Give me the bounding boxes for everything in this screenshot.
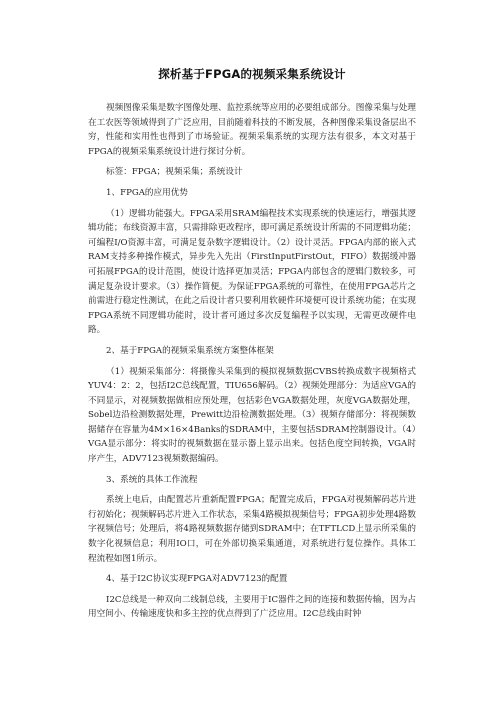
section-heading-4: 4、基于I2C协议实现FPGA对ADV7123的配置 <box>106 574 288 585</box>
section-body-2: （1）视频采集部分：将摄像头采集到的模拟视频数据CVBS转换成数字视频格式YUV4：2：2，包括I2C总线配置，TIU656解码。（2）视频处理部分：为适应VGA的不同显示，对视频数据做相应预处理，包括彩色VGA数据处理，灰度VGA数据处理，Sobel边沿检测数据处理，Prewitt边沿检测数据处理。（3）视频存储部分：将视频数据储存在容量为4M×16×4Banks的SDRAM中，主要包括SDRAM控制器设计。（4）VGA显示部分：将实时的视频数据在显示器上显示出来。包括色度空间转换，VGA时序产生，ADV7123视频数据编码。 <box>88 366 416 465</box>
section-heading-2: 2、基于FPGA的视频采集系统方案整体框架 <box>106 345 274 356</box>
section-heading-3: 3、系统的具体工作流程 <box>106 474 198 485</box>
section-heading-1: 1、FPGA的应用优势 <box>106 187 188 198</box>
section-body-3: 系统上电后，由配置芯片重新配置FPGA；配置完成后，FPGA对视频解码芯片进行初始化；视频解码芯片进入工作状态，采集4路模拟视频信号；FPGA初步处理4路数字视频信号；处理后，将4路视频数据存储到SDRAM中；在TFTLCD上显示所采集的数字化视频信息；利用IO口，可在外部切换采集通道，对系统进行复位操作。具体工程流程如图1所示。 <box>88 495 416 564</box>
keywords-line: 标签：FPGA；视频采集；系统设计 <box>106 167 243 178</box>
page-title: 探析基于FPGA的视频采集系统设计 <box>158 67 346 81</box>
abstract-paragraph: 视频图像采集是数字图像处理、监控系统等应用的必要组成部分。图像采集与处理在工农医等领域得到了广泛应用，目前随着科技的不断发展，各种图像采集设备层出不穷，性能和实用性也得到了市场验证。视频采集系统的实现方法有很多，本文对基于FPGA的视频采集系统设计进行探讨分析。 <box>88 103 416 157</box>
section-body-4: I2C总线是一种双向二线制总线，主要用于IC器件之间的连接和数据传输，因为占用空间小、传输速度快和多主控的优点得到了广泛应用。I2C总线由时钟 <box>88 594 416 620</box>
section-body-1: （1）逻辑功能强大。FPGA采用SRAM编程技术实现系统的快速运行，增强其逻辑功能；布线资源丰富，只需排除更改程序，即可满足系统设计所需的不同逻辑功能；可编程I/O资源丰富，可满足复杂数字逻辑设计。（2）设计灵活。FPGA内部的嵌入式RAM支持多种操作模式，异步先入先出（FirstInputFirstOut，FIFO）数据缓冲器可拓展FPGA的设计范围，使设计选择更加灵活；FPGA内部包含的逻辑门数较多，可满足复杂设计要求。（3）操作简便。为保证FPGA系统的可靠性，在使用FPGA芯片之前需进行稳定性测试，在此之后设计者只要利用软硬件环境便可设计系统功能；在实现FPGA系统不同逻辑功能时，设计者可通过多次反复编程予以实现，无需更改硬件电路。 <box>88 208 416 336</box>
